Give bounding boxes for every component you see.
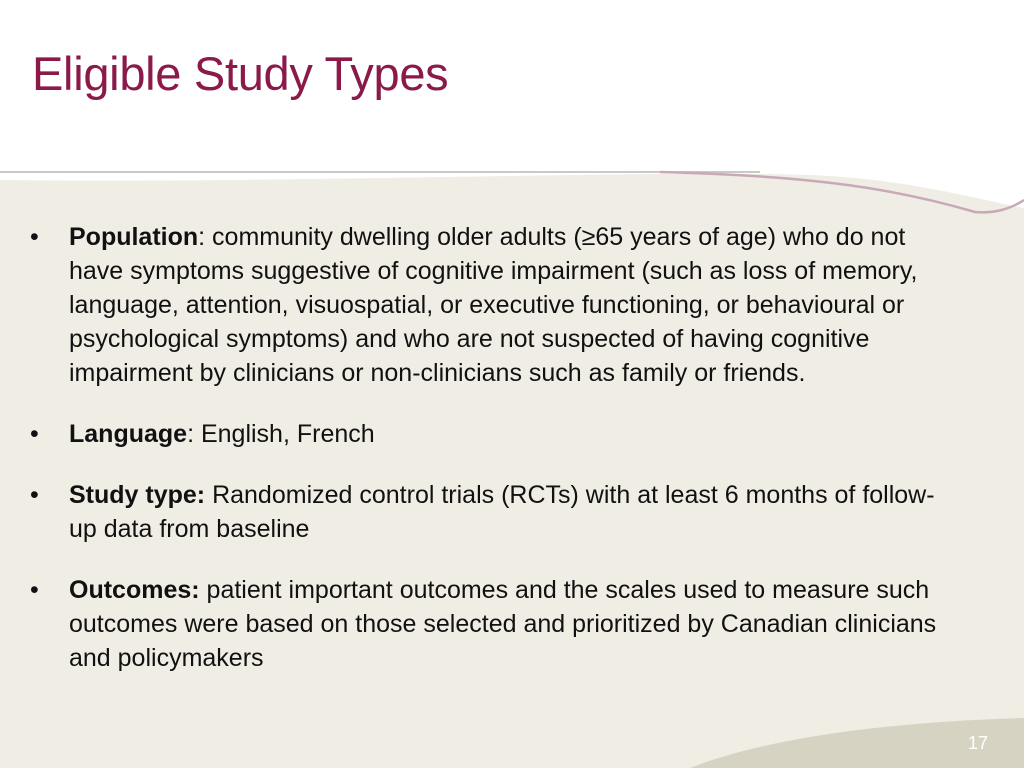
bullet-marker: • — [30, 420, 39, 448]
bullet-language — [30, 417, 960, 451]
bullet-label: Population — [69, 223, 199, 251]
bullet-text: Randomized control trials (RCTs) with at least 6 months of follow-up data from baseline — [69, 481, 935, 543]
bullet-marker: • — [30, 223, 39, 251]
bullet-study-type — [30, 478, 960, 546]
bullet-label: Study type: — [69, 481, 206, 509]
bullet-outcomes — [30, 573, 960, 675]
bullet-marker: • — [30, 576, 39, 604]
slide-title: Eligible Study Types — [32, 47, 449, 100]
bullet-marker: • — [30, 481, 39, 509]
bullet-label: Outcomes: — [69, 576, 200, 604]
bullet-population — [30, 220, 960, 390]
bullet-list — [30, 220, 960, 675]
bullet-text: : community dwelling older adults (≥65 years of age) who do not have symptoms suggestive of cognitive impairment (such as loss of memory, language, attention, visuospatial, or executive functioning, or behavioural or psychological symptoms) and who are not suspected of having cognitive impairment by clinicians or non-clinicians such as family or friends. — [69, 223, 918, 387]
bullet-text: : English, French — [187, 420, 375, 448]
bullet-text: patient important outcomes and the scales used to measure such outcomes were based on those selected and prioritized by Canadian clinicians and policymakers — [69, 576, 937, 672]
slide-number: 17 — [967, 733, 988, 753]
bullet-label: Language — [69, 420, 188, 448]
